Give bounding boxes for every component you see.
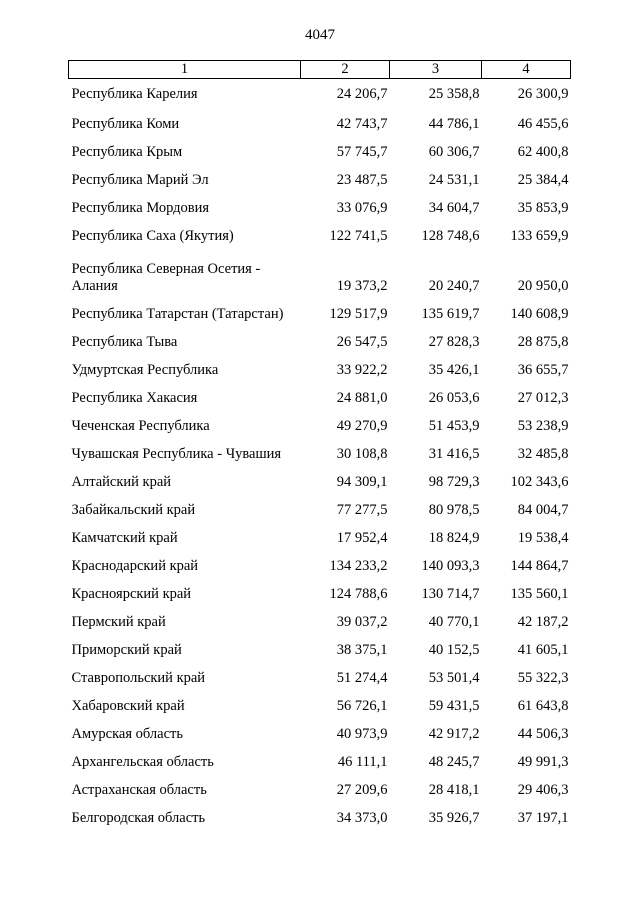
region-name-cell: Приморский край [71,641,182,658]
table-row [69,300,571,328]
value-cell-col-4: 27 012,3 [517,389,569,406]
value-cell-col-2: 17 952,4 [336,529,388,546]
region-name-cell: Ставропольский край [71,669,206,686]
value-cell-col-3: 80 978,5 [428,501,480,518]
table-row [69,636,571,664]
column-header-2: 2 [301,61,390,79]
column-header-1: 1 [69,61,301,79]
value-cell-col-2: 27 209,6 [336,781,388,798]
value-cell-col-3: 135 619,7 [421,305,480,322]
value-cell-col-3: 31 416,5 [428,445,480,462]
value-cell-col-3: 40 152,5 [428,641,480,658]
value-cell-col-4: 44 506,3 [517,725,569,742]
table-row [69,496,571,524]
value-cell-col-3: 128 748,6 [421,227,480,244]
region-name-cell: Удмуртская Республика [71,361,219,378]
table-row [69,110,571,138]
region-name-cell: Чувашская Республика - Чувашия [71,445,282,462]
value-cell-col-2: 34 373,0 [336,809,388,826]
region-name-cell: Республика Тыва [71,333,178,350]
region-name-cell: Хабаровский край [71,697,185,714]
value-cell-col-4: 144 864,7 [510,557,569,574]
value-cell-col-4: 29 406,3 [517,781,569,798]
region-name-cell: Республика Северная Осетия - Алания [71,261,261,294]
region-name-cell: Амурская область [71,725,183,742]
table-row [69,552,571,580]
table-row [69,384,571,412]
table-row [69,328,571,356]
table-row [69,776,571,804]
table-row [69,608,571,636]
value-cell-col-3: 34 604,7 [428,199,480,216]
value-cell-col-2: 26 547,5 [336,333,388,350]
table-row [69,524,571,552]
table-row [69,412,571,440]
table-row [69,250,571,300]
value-cell-col-2: 33 076,9 [336,199,388,216]
table-row [69,356,571,384]
value-cell-col-3: 130 714,7 [421,585,480,602]
value-cell-col-4: 42 187,2 [517,613,569,630]
value-cell-col-3: 18 824,9 [428,529,480,546]
value-cell-col-2: 30 108,8 [336,445,388,462]
value-cell-col-2: 51 274,4 [336,669,388,686]
value-cell-col-2: 24 206,7 [336,86,388,102]
table-header [69,61,571,79]
value-cell-col-4: 37 197,1 [517,809,569,826]
value-cell-col-4: 133 659,9 [510,227,569,244]
table-row [69,692,571,720]
value-cell-col-3: 140 093,3 [421,557,480,574]
value-cell-col-3: 27 828,3 [428,333,480,350]
value-cell-col-4: 32 485,8 [517,445,569,462]
table-row [69,138,571,166]
table-row [69,194,571,222]
value-cell-col-3: 48 245,7 [428,753,480,770]
region-name-cell: Краснодарский край [71,557,199,574]
region-name-cell: Чеченская Республика [71,417,210,434]
region-name-cell: Республика Хакасия [71,389,198,406]
region-name-cell: Республика Карелия [71,86,198,102]
value-cell-col-4: 53 238,9 [517,417,569,434]
region-name-cell: Забайкальский край [71,501,196,518]
value-cell-col-4: 62 400,8 [517,143,569,160]
value-cell-col-3: 60 306,7 [428,143,480,160]
value-cell-col-4: 55 322,3 [517,669,569,686]
value-cell-col-3: 44 786,1 [428,115,480,132]
table-row [69,440,571,468]
region-name-cell: Белгородская область [71,809,206,826]
region-name-cell: Пермский край [71,613,166,630]
value-cell-col-2: 39 037,2 [336,613,388,630]
table-row [69,580,571,608]
value-cell-col-3: 28 418,1 [428,781,480,798]
value-cell-col-3: 26 053,6 [428,389,480,406]
value-cell-col-2: 49 270,9 [336,417,388,434]
column-header-3: 3 [390,61,482,79]
value-cell-col-3: 35 426,1 [428,361,480,378]
table-row [69,222,571,250]
table-row [69,748,571,776]
region-name-cell: Республика Марий Эл [71,171,209,188]
region-name-cell: Республика Мордовия [71,199,210,216]
value-cell-col-4: 28 875,8 [517,333,569,350]
value-cell-col-4: 49 991,3 [517,753,569,770]
value-cell-col-3: 42 917,2 [428,725,480,742]
table-row [69,166,571,194]
value-cell-col-2: 124 788,6 [329,585,388,602]
table-row [69,804,571,832]
value-cell-col-3: 20 240,7 [428,278,480,294]
value-cell-col-4: 41 605,1 [517,641,569,658]
value-cell-col-2: 57 745,7 [336,143,388,160]
value-cell-col-4: 140 608,9 [510,305,569,322]
region-name-cell: Республика Крым [71,143,183,160]
value-cell-col-3: 51 453,9 [428,417,480,434]
table-row [69,468,571,496]
value-cell-col-4: 36 655,7 [517,361,569,378]
region-name-cell: Алтайский край [71,473,172,490]
value-cell-col-2: 23 487,5 [336,171,388,188]
column-header-4: 4 [482,61,571,79]
region-name-cell: Камчатский край [71,529,178,546]
value-cell-col-2: 33 922,2 [336,361,388,378]
value-cell-col-3: 24 531,1 [428,171,480,188]
value-cell-col-3: 25 358,8 [428,86,480,102]
value-cell-col-4: 102 343,6 [510,473,569,490]
value-cell-col-2: 77 277,5 [336,501,388,518]
value-cell-col-2: 134 233,2 [329,557,388,574]
value-cell-col-3: 53 501,4 [428,669,480,686]
value-cell-col-2: 42 743,7 [336,115,388,132]
page-number: 4047 [305,27,335,43]
value-cell-col-4: 46 455,6 [517,115,569,132]
table-row [69,664,571,692]
value-cell-col-4: 19 538,4 [517,529,569,546]
region-name-cell: Архангельская область [71,753,214,770]
value-cell-col-3: 40 770,1 [428,613,480,630]
value-cell-col-2: 129 517,9 [329,305,388,322]
value-cell-col-2: 122 741,5 [329,227,388,244]
value-cell-col-2: 56 726,1 [336,697,388,714]
region-name-cell: Республика Коми [71,115,180,132]
value-cell-col-4: 35 853,9 [517,199,569,216]
table-row [69,79,571,111]
value-cell-col-4: 84 004,7 [517,501,569,518]
region-name-cell: Астраханская область [71,781,207,798]
table-row [69,720,571,748]
value-cell-col-3: 59 431,5 [428,697,480,714]
value-cell-col-4: 135 560,1 [510,585,569,602]
value-cell-col-4: 61 643,8 [517,697,569,714]
value-cell-col-3: 98 729,3 [428,473,480,490]
region-name-cell: Республика Саха (Якутия) [71,227,234,244]
value-cell-col-4: 20 950,0 [517,278,569,294]
value-cell-col-4: 25 384,4 [517,171,569,188]
region-name-cell: Красноярский край [71,585,192,602]
value-cell-col-2: 24 881,0 [336,389,388,406]
region-name-cell: Республика Татарстан (Татарстан) [71,305,284,322]
value-cell-col-2: 19 373,2 [336,278,388,294]
value-cell-col-4: 26 300,9 [517,86,569,102]
header-row [69,61,571,79]
value-cell-col-2: 38 375,1 [336,641,388,658]
value-cell-col-2: 40 973,9 [336,725,388,742]
data-table [68,60,571,832]
table-body [69,79,571,833]
value-cell-col-2: 46 111,1 [337,753,388,770]
value-cell-col-3: 35 926,7 [428,809,480,826]
value-cell-col-2: 94 309,1 [336,473,388,490]
